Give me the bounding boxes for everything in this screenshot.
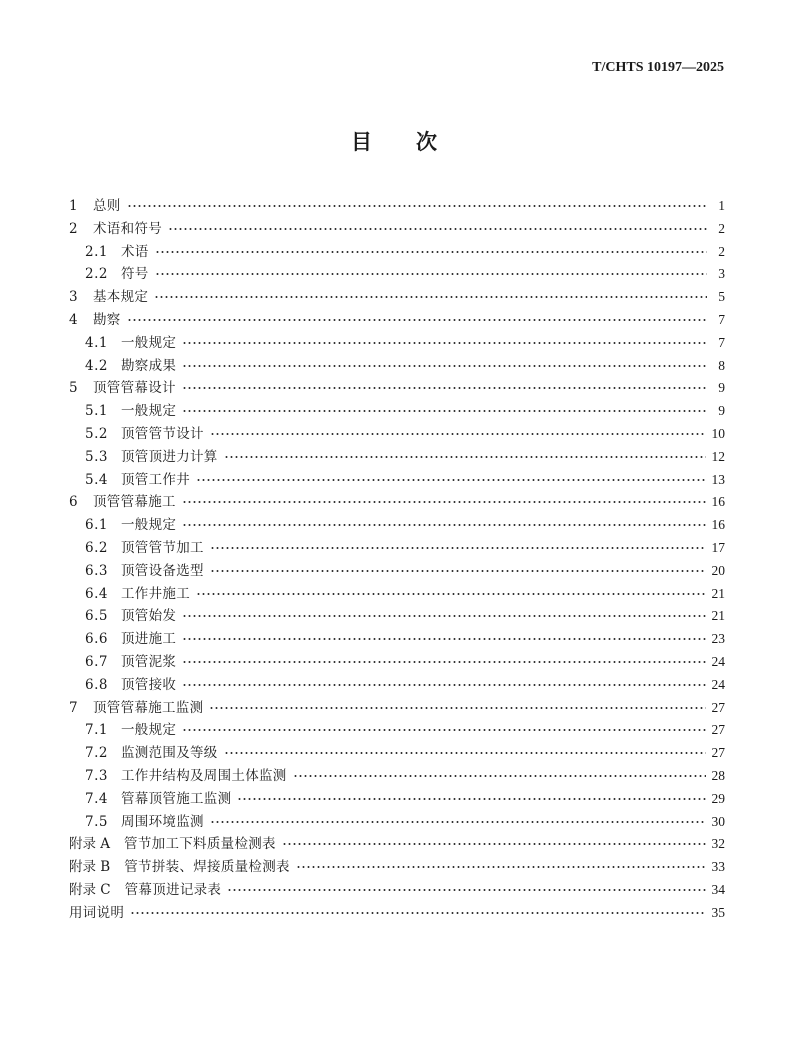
toc-entry-title: 术语 — [121, 243, 149, 260]
toc-entry-title: 工作井施工 — [121, 585, 190, 602]
toc-entry-number: 7.3 — [85, 767, 108, 784]
toc-entry-number: 7.5 — [85, 813, 108, 830]
toc-entry[interactable] — [69, 309, 725, 332]
toc-entry-page-number: 9 — [718, 380, 725, 396]
toc-entry-number: 4.2 — [85, 357, 108, 374]
toc-entry[interactable] — [69, 195, 725, 218]
dot-leader — [182, 387, 707, 389]
dot-leader — [130, 912, 705, 914]
toc-entry-number: 6.6 — [85, 631, 108, 648]
toc-entry[interactable] — [69, 628, 725, 651]
toc-entry-number: 6.1 — [85, 517, 108, 534]
toc-entry-page-number: 13 — [711, 471, 725, 487]
dot-leader — [224, 456, 706, 458]
dot-leader — [282, 843, 706, 845]
toc-entry-number: 6.3 — [85, 562, 108, 579]
toc-entry-number: 5.2 — [85, 425, 108, 442]
toc-entry[interactable] — [69, 514, 725, 537]
toc-entry-title: 顶管管节设计 — [121, 425, 204, 442]
toc-entry-page-number: 17 — [711, 539, 725, 555]
toc-entry[interactable] — [69, 355, 725, 378]
toc-entry-page-number: 20 — [711, 562, 725, 578]
toc-entry-page-number: 35 — [711, 904, 725, 920]
toc-entry-number: 5.4 — [85, 471, 108, 488]
toc-entry[interactable] — [69, 560, 725, 583]
toc-entry-title: 一般规定 — [121, 722, 177, 739]
dot-leader — [237, 798, 705, 800]
toc-entry-number: 6.4 — [85, 585, 108, 602]
toc-entry[interactable] — [69, 833, 725, 856]
toc-entry-page-number: 21 — [711, 585, 725, 601]
toc-entry-title: 周围环境监测 — [121, 813, 204, 830]
toc-entry-number: 1 — [69, 198, 78, 214]
toc-entry-number: 5 — [69, 380, 78, 397]
toc-entry-number: 6.8 — [85, 676, 108, 693]
toc-entry-title: 勘察成果 — [121, 357, 177, 374]
dot-leader — [209, 707, 705, 709]
toc-entry[interactable] — [69, 469, 725, 492]
dot-leader — [182, 365, 707, 367]
toc-entry[interactable] — [69, 856, 725, 879]
toc-entry-page-number: 9 — [718, 403, 725, 419]
title-char-1: 目 — [351, 130, 374, 154]
title-char-2: 次 — [416, 130, 439, 154]
toc-entry-page-number: 24 — [711, 653, 725, 669]
toc-entry[interactable] — [69, 423, 725, 446]
toc-entry-number: 7.2 — [85, 745, 108, 762]
dot-leader — [182, 729, 705, 731]
dot-leader — [155, 251, 707, 253]
dot-leader — [154, 296, 707, 298]
page-title — [0, 126, 790, 156]
toc-entry[interactable] — [69, 788, 725, 811]
dot-leader — [293, 775, 706, 777]
toc-entry-page-number: 30 — [711, 813, 725, 829]
toc-entry-page-number: 21 — [711, 608, 725, 624]
toc-entry-number: 6.7 — [85, 653, 108, 670]
toc-entry-number: 2 — [69, 220, 78, 237]
toc-entry-title: 顶管始发 — [121, 608, 177, 625]
dot-leader — [127, 319, 707, 321]
toc-entry-title: 顶管接收 — [121, 676, 177, 693]
toc-entry-title: 顶管管节加工 — [121, 539, 204, 556]
dot-leader — [182, 684, 705, 686]
toc-entry-page-number: 29 — [711, 790, 725, 806]
toc-entry-title: 工作井结构及周围土体监测 — [121, 767, 287, 784]
toc-entry[interactable] — [69, 218, 725, 241]
toc-entry-page-number: 34 — [711, 881, 725, 897]
dot-leader — [210, 433, 706, 435]
toc-entry-title: 管节加工下料质量检测表 — [124, 836, 276, 853]
dot-leader — [182, 524, 705, 526]
toc-entry[interactable] — [69, 400, 725, 423]
toc-entry[interactable] — [69, 719, 725, 742]
toc-entry-page-number: 5 — [718, 289, 725, 305]
dot-leader — [182, 410, 707, 412]
toc-entry-page-number: 3 — [718, 266, 725, 282]
toc-entry-number: 7.1 — [85, 722, 108, 739]
toc-entry[interactable] — [69, 651, 725, 674]
toc-entry-number: 附录 C — [69, 881, 111, 898]
toc-entry-page-number: 24 — [711, 676, 725, 692]
toc-entry-page-number: 33 — [711, 859, 725, 875]
dot-leader — [168, 228, 707, 230]
dot-leader — [224, 752, 706, 754]
toc-entry-page-number: 8 — [718, 357, 725, 373]
toc-entry-number: 6.5 — [85, 608, 108, 625]
toc-entry-number: 6 — [69, 494, 78, 511]
toc-entry[interactable] — [69, 605, 725, 628]
toc-entry[interactable] — [69, 537, 725, 560]
toc-entry[interactable] — [69, 241, 725, 264]
dot-leader — [155, 273, 707, 275]
toc-entry-title: 顶进施工 — [121, 631, 177, 648]
toc-entry[interactable] — [69, 263, 725, 286]
dot-leader — [182, 342, 707, 344]
toc-entry-number: 5.1 — [85, 403, 108, 420]
dot-leader — [182, 638, 705, 640]
toc-entry-page-number: 7 — [718, 311, 725, 327]
toc-entry-number: 7 — [69, 699, 78, 716]
toc-entry-number: 附录 A — [69, 836, 111, 853]
toc-entry-page-number: 32 — [711, 836, 725, 852]
toc-entry-page-number: 27 — [711, 745, 725, 761]
toc-entry[interactable] — [69, 583, 725, 606]
toc-entry-page-number: 27 — [711, 722, 725, 738]
dot-leader — [127, 205, 707, 207]
toc-entry-title: 术语和符号 — [93, 220, 162, 237]
toc-entry-page-number: 28 — [711, 767, 725, 783]
table-of-contents — [69, 195, 725, 925]
toc-entry[interactable] — [69, 491, 725, 514]
toc-entry[interactable] — [69, 811, 725, 834]
dot-leader — [182, 501, 706, 503]
toc-entry-title: 勘察 — [93, 311, 121, 328]
toc-entry-page-number: 2 — [718, 243, 725, 259]
toc-entry-title: 一般规定 — [121, 334, 177, 351]
toc-entry-title: 顶管管幕施工 — [93, 494, 176, 511]
toc-entry-page-number: 2 — [718, 220, 725, 236]
toc-entry[interactable] — [69, 902, 725, 925]
toc-entry-title: 顶管管幕施工监测 — [93, 699, 204, 716]
toc-entry-title: 一般规定 — [121, 403, 177, 420]
dot-leader — [296, 866, 706, 868]
toc-entry-page-number: 1 — [718, 198, 725, 213]
standard-code: T/CHTS 10197—2025 — [592, 60, 724, 75]
toc-entry-page-number: 27 — [711, 699, 725, 715]
toc-entry[interactable] — [69, 742, 725, 765]
toc-entry[interactable] — [69, 446, 725, 469]
toc-entry-number: 2.2 — [85, 266, 108, 283]
toc-entry-number: 附录 B — [69, 859, 111, 876]
toc-entry-page-number: 12 — [711, 448, 725, 464]
toc-entry-number: 5.3 — [85, 448, 108, 465]
toc-entry[interactable] — [69, 377, 725, 400]
toc-entry-number: 4.1 — [85, 334, 108, 351]
toc-entry-title: 总则 — [93, 198, 121, 214]
toc-entry-title: 顶管工作井 — [121, 471, 190, 488]
toc-entry-number: 6.2 — [85, 539, 108, 556]
toc-entry-title: 管节拼装、焊接质量检测表 — [124, 859, 290, 876]
toc-entry-title: 顶管管幕设计 — [93, 380, 176, 397]
toc-entry-number: 3 — [69, 289, 78, 306]
dot-leader — [210, 821, 706, 823]
dot-leader — [210, 570, 706, 572]
toc-entry-page-number: 23 — [711, 631, 725, 647]
toc-entry-title: 顶管顶进力计算 — [121, 448, 218, 465]
toc-entry-page-number: 10 — [711, 425, 725, 441]
toc-entry[interactable] — [69, 674, 725, 697]
dot-leader — [210, 547, 706, 549]
toc-entry-page-number: 7 — [718, 334, 725, 350]
dot-leader — [182, 615, 705, 617]
toc-entry-title: 基本规定 — [93, 289, 149, 306]
toc-entry[interactable] — [69, 697, 725, 720]
toc-entry-number: 7.4 — [85, 790, 108, 807]
toc-entry-title: 顶管设备选型 — [121, 562, 204, 579]
toc-entry-title: 顶管泥浆 — [121, 653, 177, 670]
toc-entry[interactable] — [69, 286, 725, 309]
toc-entry-number: 2.1 — [85, 243, 108, 260]
toc-entry-title: 一般规定 — [121, 517, 177, 534]
toc-entry-title: 管幕顶管施工监测 — [121, 790, 232, 807]
dot-leader — [196, 593, 706, 595]
toc-entry-title: 管幕顶进记录表 — [124, 881, 222, 898]
toc-entry[interactable] — [69, 879, 725, 902]
toc-entry-title: 用词说明 — [69, 904, 125, 921]
toc-entry-number: 4 — [69, 311, 78, 328]
dot-leader — [196, 479, 706, 481]
toc-entry-page-number: 16 — [711, 494, 725, 510]
toc-entry-title: 监测范围及等级 — [121, 745, 218, 762]
toc-entry[interactable] — [69, 765, 725, 788]
toc-entry[interactable] — [69, 332, 725, 355]
dot-leader — [227, 889, 705, 891]
toc-entry-title: 符号 — [121, 266, 149, 283]
toc-entry-page-number: 16 — [711, 517, 725, 533]
dot-leader — [182, 661, 705, 663]
